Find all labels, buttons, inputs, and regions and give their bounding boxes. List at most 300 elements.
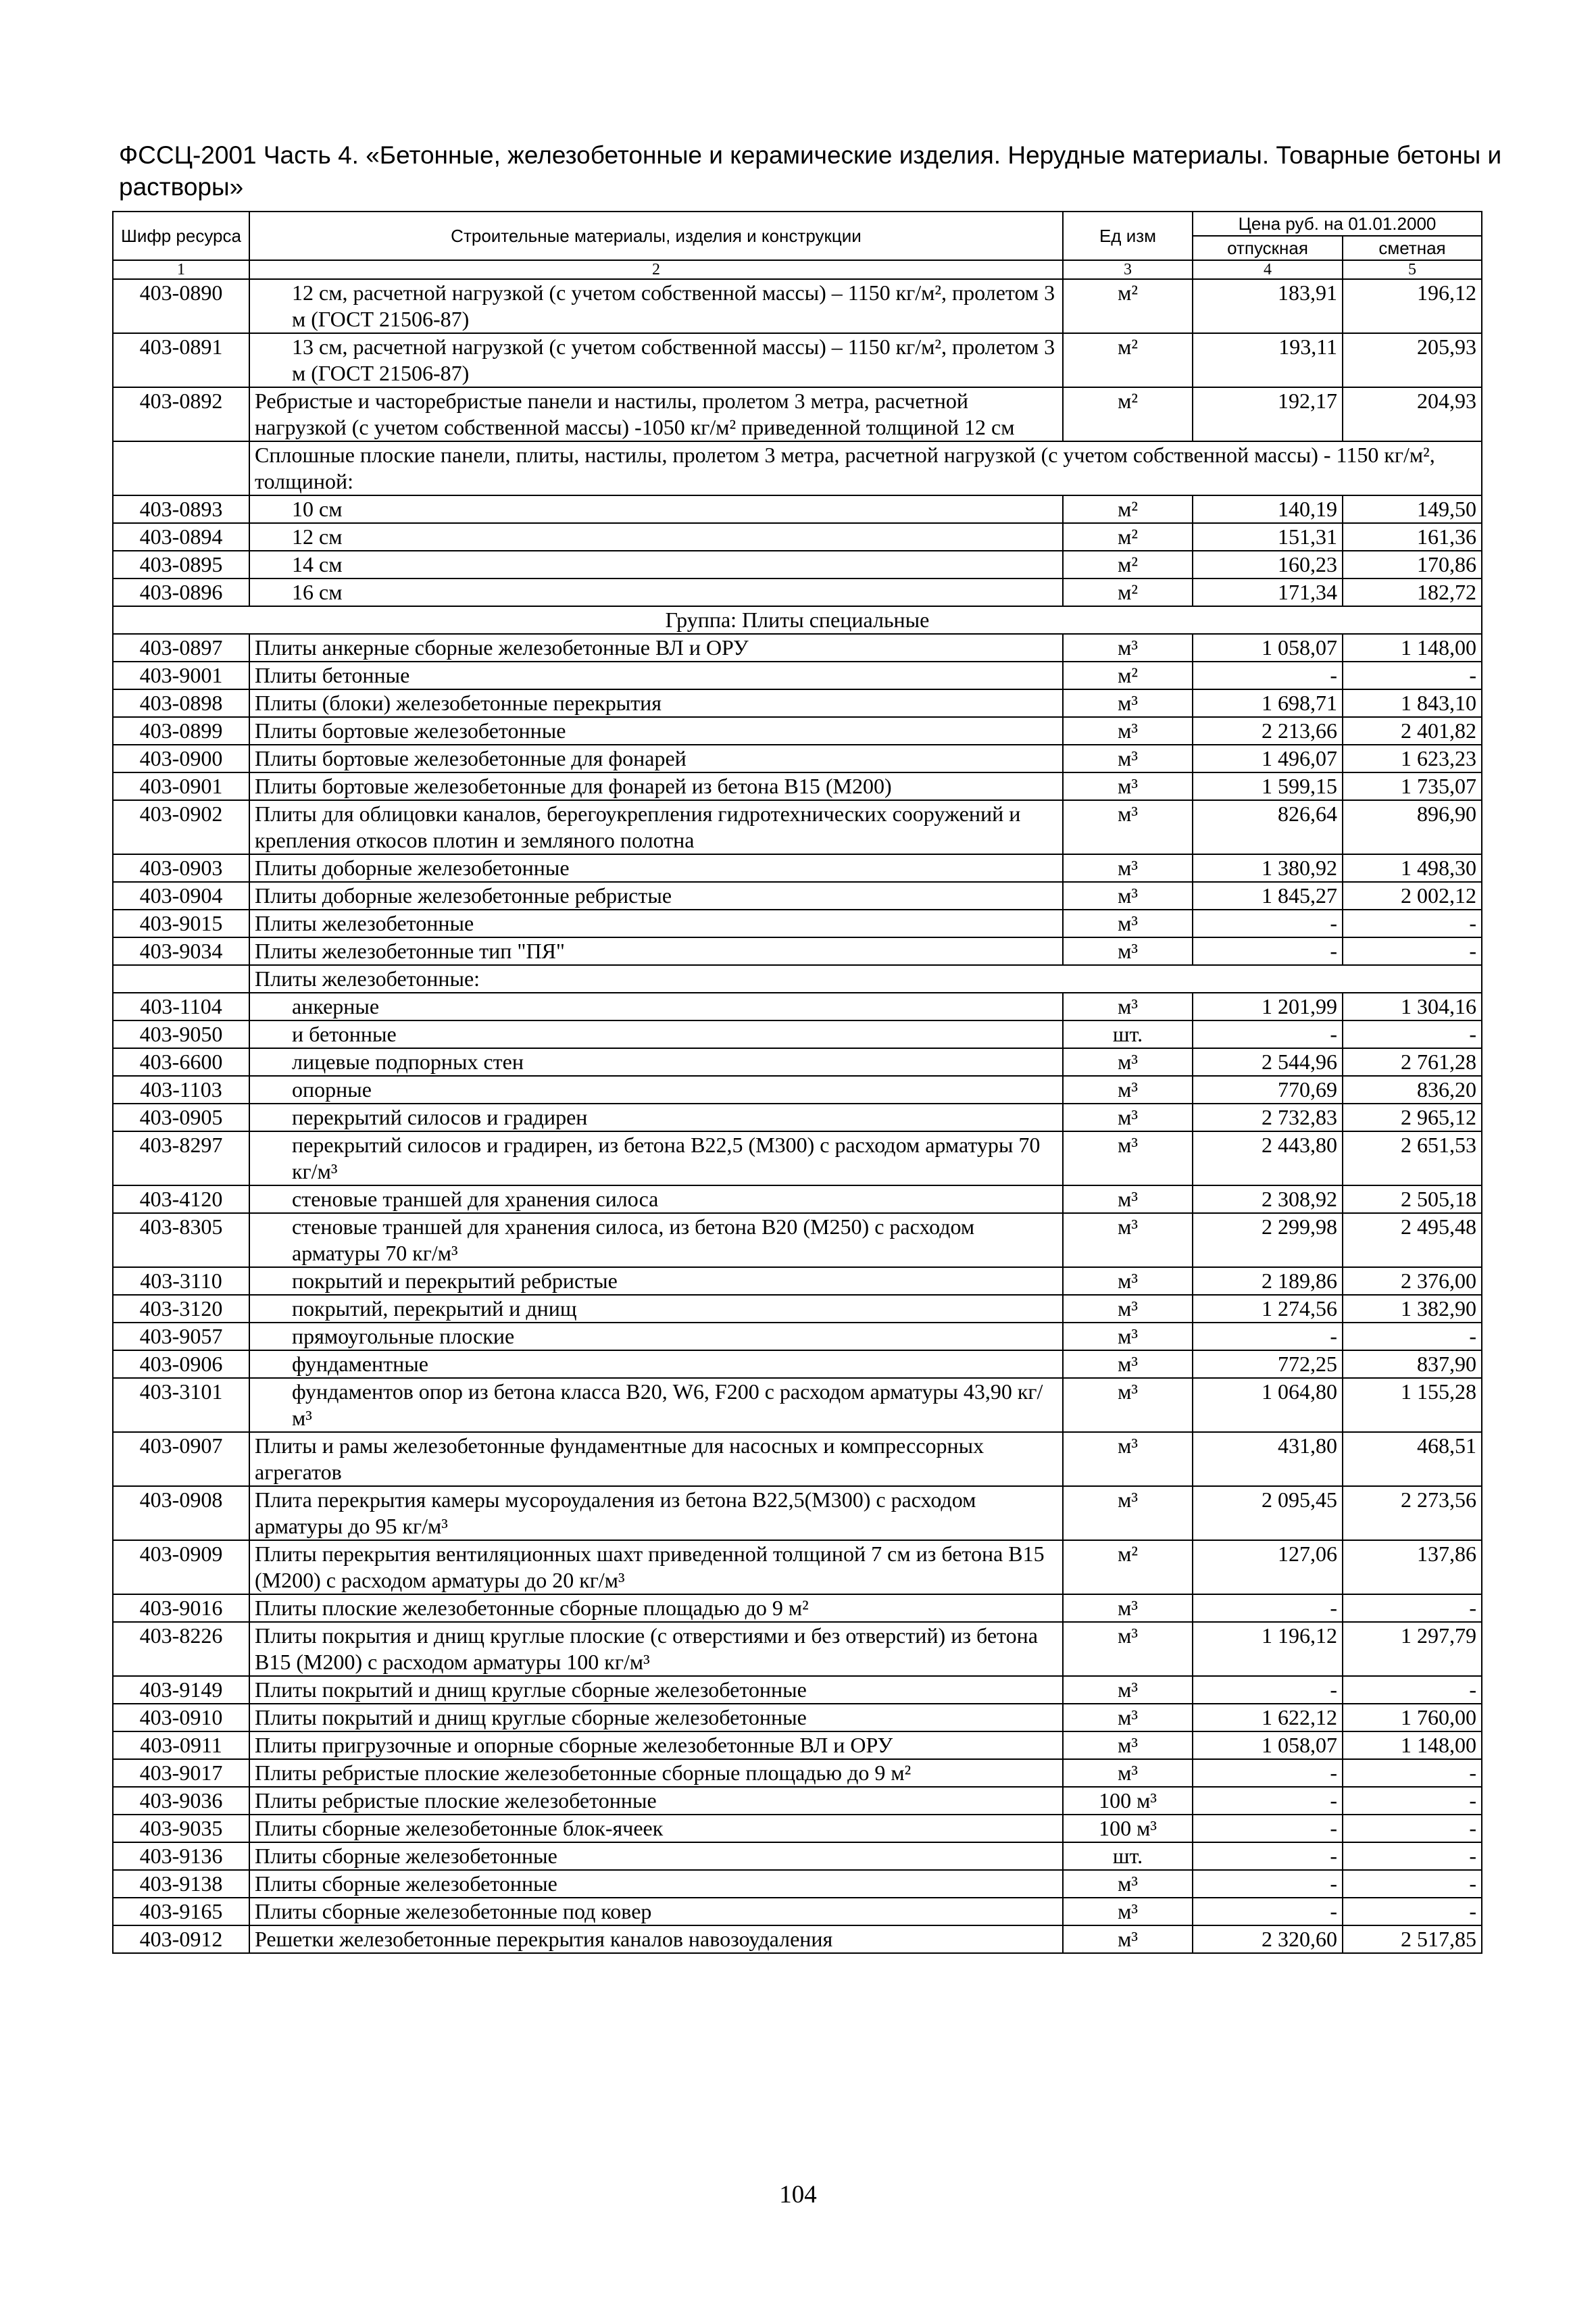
table-row [113,606,1482,634]
wholesale-price: 2 320,60 [1193,1925,1343,1953]
estimate-price: 182,72 [1343,578,1482,606]
wholesale-price: - [1193,1759,1343,1787]
unit: м³ [1063,1731,1193,1759]
unit: м³ [1063,1594,1193,1622]
resource-code: 403-9149 [113,1676,249,1704]
table-row [113,1787,1482,1815]
unit: м² [1063,387,1193,441]
unit: м³ [1063,1048,1193,1076]
estimate-price: 1 148,00 [1343,634,1482,662]
table-row [113,1676,1482,1704]
resource-name: и бетонные [249,1020,1063,1048]
resource-code: 403-9015 [113,910,249,937]
table-row [113,993,1482,1020]
column-number: 1 [113,260,249,279]
resource-code: 403-0901 [113,772,249,800]
estimate-price: - [1343,1842,1482,1870]
resource-name: Плиты перекрытия вентиляционных шахт приведенной толщиной 7 см из бетона В15 (М200) с расходом арматуры до 20 кг/м³ [249,1540,1063,1594]
wholesale-price: 193,11 [1193,333,1343,387]
resource-code: 403-0900 [113,745,249,772]
table-row [113,1076,1482,1104]
resource-code: 403-0909 [113,1540,249,1594]
unit: м³ [1063,1676,1193,1704]
estimate-price: 170,86 [1343,551,1482,578]
resource-name: перекрытий силосов и градирен [249,1104,1063,1131]
wholesale-price: - [1193,1323,1343,1350]
resource-code: 403-0907 [113,1432,249,1486]
estimate-price: 204,93 [1343,387,1482,441]
resource-code: 403-0890 [113,279,249,333]
estimate-price: - [1343,1815,1482,1842]
resource-name: Плиты бортовые железобетонные для фонарей из бетона В15 (М200) [249,772,1063,800]
estimate-price: 1 297,79 [1343,1622,1482,1676]
table-row [113,1704,1482,1731]
wholesale-price: - [1193,1020,1343,1048]
wholesale-price: - [1193,1870,1343,1898]
resource-name: Плиты пригрузочные и опорные сборные железобетонные ВЛ и ОРУ [249,1731,1063,1759]
resource-name: Ребристые и часторебристые панели и настилы, пролетом 3 метра, расчетной нагрузкой (с учетом собственной массы) -1050 кг/м² приведенной толщиной 12 см [249,387,1063,441]
unit: м² [1063,523,1193,551]
estimate-price: 1 760,00 [1343,1704,1482,1731]
resource-name: покрытий, перекрытий и днищ [249,1295,1063,1323]
estimate-price: 1 623,23 [1343,745,1482,772]
page-title: ФССЦ-2001 Часть 4. «Бетонные, железобетонные и керамические изделия. Нерудные материалы. Товарные бетоны и растворы» [119,141,1502,201]
resource-code [113,441,249,495]
estimate-price: - [1343,1870,1482,1898]
estimate-price: - [1343,662,1482,689]
resource-name: Плиты бортовые железобетонные для фонарей [249,745,1063,772]
unit: 100 м³ [1063,1787,1193,1815]
resource-name: 10 см [249,495,1063,523]
unit: м³ [1063,1925,1193,1953]
table-row [113,910,1482,937]
table-row [113,1020,1482,1048]
wholesale-price: 2 213,66 [1193,717,1343,745]
table-row [113,1759,1482,1787]
resource-code: 403-0895 [113,551,249,578]
resource-name: Плиты для облицовки каналов, берегоукрепления гидротехнических сооружений и крепления откосов плотин и земляного полотна [249,800,1063,854]
unit: м³ [1063,634,1193,662]
unit: м² [1063,279,1193,333]
table-row [113,1323,1482,1350]
wholesale-price: - [1193,1594,1343,1622]
estimate-price: 1 735,07 [1343,772,1482,800]
unit: м³ [1063,689,1193,717]
resource-name: Плиты ребристые плоские железобетонные сборные площадью до 9 м² [249,1759,1063,1787]
unit: м³ [1063,1104,1193,1131]
unit: м³ [1063,1486,1193,1540]
resource-name: Плиты сборные железобетонные [249,1870,1063,1898]
unit: 100 м³ [1063,1815,1193,1842]
resource-name: Плиты железобетонные [249,910,1063,937]
estimate-price: 137,86 [1343,1540,1482,1594]
wholesale-price: 1 064,80 [1193,1378,1343,1432]
resource-name: Плиты доборные железобетонные [249,854,1063,882]
wholesale-price: 1 380,92 [1193,854,1343,882]
resource-name: перекрытий силосов и градирен, из бетона В22,5 (М300) с расходом арматуры 70 кг/м³ [249,1131,1063,1185]
header-price: Цена руб. на 01.01.2000 [1193,212,1482,236]
estimate-price: 468,51 [1343,1432,1482,1486]
wholesale-price: 1 622,12 [1193,1704,1343,1731]
resource-name: опорные [249,1076,1063,1104]
column-numbers-row [113,260,1482,279]
resource-name: Плиты покрытия и днищ круглые плоские (с отверстиями и без отверстий) из бетона В15 (М200) с расходом арматуры 100 кг/м³ [249,1622,1063,1676]
table-row [113,965,1482,993]
resource-name: Решетки железобетонные перекрытия каналов навозоудаления [249,1925,1063,1953]
resource-name: 12 см, расчетной нагрузкой (с учетом собственной массы) – 1150 кг/м², пролетом 3 м (ГОСТ 21506-87) [249,279,1063,333]
table-row [113,662,1482,689]
resource-code: 403-9136 [113,1842,249,1870]
resource-name: Плиты сборные железобетонные блок-ячеек [249,1815,1063,1842]
estimate-price: 2 651,53 [1343,1131,1482,1185]
estimate-price: - [1343,1759,1482,1787]
estimate-price: 196,12 [1343,279,1482,333]
resource-code: 403-9034 [113,937,249,965]
estimate-price: 2 401,82 [1343,717,1482,745]
wholesale-price: - [1193,1676,1343,1704]
estimate-price: - [1343,1323,1482,1350]
table-row [113,1815,1482,1842]
table-row [113,495,1482,523]
resource-code: 403-0893 [113,495,249,523]
resource-code: 403-1103 [113,1076,249,1104]
wholesale-price: 192,17 [1193,387,1343,441]
wholesale-price: 1 201,99 [1193,993,1343,1020]
unit: м³ [1063,1378,1193,1432]
estimate-price: - [1343,910,1482,937]
resource-name: Плиты железобетонные тип "ПЯ" [249,937,1063,965]
resource-code: 403-9057 [113,1323,249,1350]
resource-code: 403-9001 [113,662,249,689]
table-row [113,1870,1482,1898]
unit: м³ [1063,937,1193,965]
resource-code: 403-4120 [113,1185,249,1213]
table-row [113,937,1482,965]
table-row [113,523,1482,551]
resource-code: 403-0911 [113,1731,249,1759]
resource-code: 403-8297 [113,1131,249,1185]
wholesale-price: 2 299,98 [1193,1213,1343,1267]
unit: шт. [1063,1842,1193,1870]
unit: м³ [1063,1432,1193,1486]
estimate-price: 837,90 [1343,1350,1482,1378]
resource-code: 403-3120 [113,1295,249,1323]
resource-code: 403-0906 [113,1350,249,1378]
resource-name: 13 см, расчетной нагрузкой (с учетом собственной массы) – 1150 кг/м², пролетом 3 м (ГОСТ 21506-87) [249,333,1063,387]
header-name: Строительные материалы, изделия и конструкции [249,212,1063,260]
unit: м³ [1063,1704,1193,1731]
table-row [113,1131,1482,1185]
unit: м³ [1063,882,1193,910]
estimate-price: 2 505,18 [1343,1185,1482,1213]
table-row [113,1185,1482,1213]
resource-name: Плиты доборные железобетонные ребристые [249,882,1063,910]
wholesale-price: 1 058,07 [1193,1731,1343,1759]
table-row [113,1048,1482,1076]
header-wholesale: отпускная [1193,236,1343,260]
unit: м³ [1063,772,1193,800]
table-row [113,1295,1482,1323]
unit: м³ [1063,910,1193,937]
table-row [113,1925,1482,1953]
unit: м³ [1063,854,1193,882]
column-number: 2 [249,260,1063,279]
resource-code: 403-0908 [113,1486,249,1540]
wholesale-price: 1 496,07 [1193,745,1343,772]
resource-code: 403-0910 [113,1704,249,1731]
table-row [113,1213,1482,1267]
resource-name: Плиты сборные железобетонные под ковер [249,1898,1063,1925]
wholesale-price: - [1193,1842,1343,1870]
estimate-price: 1 148,00 [1343,1731,1482,1759]
table-row [113,279,1482,333]
wholesale-price: 826,64 [1193,800,1343,854]
estimate-price: 2 517,85 [1343,1925,1482,1953]
table-row [113,1267,1482,1295]
wholesale-price: 1 274,56 [1193,1295,1343,1323]
column-number: 3 [1063,260,1193,279]
estimate-price: 896,90 [1343,800,1482,854]
table-row [113,800,1482,854]
unit: шт. [1063,1020,1193,1048]
resource-name: фундаментные [249,1350,1063,1378]
resource-code [113,965,249,993]
unit: м² [1063,495,1193,523]
resource-code: 403-0899 [113,717,249,745]
wholesale-price: 140,19 [1193,495,1343,523]
resource-name: Плиты сборные железобетонные [249,1842,1063,1870]
estimate-price: 2 761,28 [1343,1048,1482,1076]
unit: м³ [1063,745,1193,772]
unit: м³ [1063,1295,1193,1323]
estimate-price: - [1343,1898,1482,1925]
column-number: 4 [1193,260,1343,279]
table-row [113,1432,1482,1486]
estimate-price: 1 498,30 [1343,854,1482,882]
resource-code: 403-0905 [113,1104,249,1131]
table-row [113,551,1482,578]
estimate-price: - [1343,1676,1482,1704]
unit: м² [1063,333,1193,387]
resource-name: лицевые подпорных стен [249,1048,1063,1076]
unit: м³ [1063,993,1193,1020]
resource-code: 403-0896 [113,578,249,606]
estimate-price: 1 382,90 [1343,1295,1482,1323]
wholesale-price: 2 732,83 [1193,1104,1343,1131]
wholesale-price: 2 189,86 [1193,1267,1343,1295]
unit: м³ [1063,1213,1193,1267]
table-row [113,1731,1482,1759]
wholesale-price: 1 599,15 [1193,772,1343,800]
table-row [113,1104,1482,1131]
wholesale-price: 2 308,92 [1193,1185,1343,1213]
table-row [113,854,1482,882]
table-row [113,634,1482,662]
estimate-price: 2 495,48 [1343,1213,1482,1267]
estimate-price: - [1343,1020,1482,1048]
resource-name: Плиты анкерные сборные железобетонные ВЛ и ОРУ [249,634,1063,662]
unit: м³ [1063,1350,1193,1378]
price-table [112,211,1482,1954]
wholesale-price: 2 544,96 [1193,1048,1343,1076]
unit: м³ [1063,1131,1193,1185]
resource-name: Плита перекрытия камеры мусороудаления из бетона В22,5(М300) с расходом арматуры до 95 кг/м³ [249,1486,1063,1540]
section-heading: Сплошные плоские панели, плиты, настилы, пролетом 3 метра, расчетной нагрузкой (с учетом собственной массы) - 1150 кг/м², толщиной: [249,441,1482,495]
table-row [113,333,1482,387]
resource-code: 403-9165 [113,1898,249,1925]
resource-code: 403-0902 [113,800,249,854]
resource-name: Плиты плоские железобетонные сборные площадью до 9 м² [249,1594,1063,1622]
header-unit: Ед изм [1063,212,1193,260]
header-estimate: сметная [1343,236,1482,260]
resource-code: 403-8305 [113,1213,249,1267]
estimate-price: - [1343,1787,1482,1815]
wholesale-price: 1 845,27 [1193,882,1343,910]
resource-name: Плиты (блоки) железобетонные перекрытия [249,689,1063,717]
table-row [113,1350,1482,1378]
resource-code: 403-6600 [113,1048,249,1076]
wholesale-price: - [1193,910,1343,937]
wholesale-price: 160,23 [1193,551,1343,578]
resource-name: стеновые траншей для хранения силоса, из бетона В20 (М250) с расходом арматуры 70 кг/м³ [249,1213,1063,1267]
resource-name: 16 см [249,578,1063,606]
table-row [113,1486,1482,1540]
wholesale-price: 1 698,71 [1193,689,1343,717]
table-header-row [113,212,1482,236]
group-heading: Группа: Плиты специальные [113,606,1482,634]
wholesale-price: 431,80 [1193,1432,1343,1486]
wholesale-price: 171,34 [1193,578,1343,606]
wholesale-price: 772,25 [1193,1350,1343,1378]
unit: м³ [1063,800,1193,854]
estimate-price: 1 843,10 [1343,689,1482,717]
resource-code: 403-3101 [113,1378,249,1432]
estimate-price: 205,93 [1343,333,1482,387]
estimate-price: 2 965,12 [1343,1104,1482,1131]
resource-name: стеновые траншей для хранения силоса [249,1185,1063,1213]
column-number: 5 [1343,260,1482,279]
resource-code: 403-0898 [113,689,249,717]
wholesale-price: 1 196,12 [1193,1622,1343,1676]
resource-code: 403-0903 [113,854,249,882]
estimate-price: 2 273,56 [1343,1486,1482,1540]
table-row [113,1898,1482,1925]
unit: м³ [1063,1267,1193,1295]
table-row [113,689,1482,717]
resource-name: Плиты покрытий и днищ круглые сборные железобетонные [249,1704,1063,1731]
resource-name: 12 см [249,523,1063,551]
unit: м³ [1063,717,1193,745]
table-row [113,1540,1482,1594]
resource-name: Плиты покрытий и днищ круглые сборные железобетонные [249,1676,1063,1704]
resource-code: 403-0897 [113,634,249,662]
unit: м³ [1063,1622,1193,1676]
table-row [113,387,1482,441]
unit: м³ [1063,1870,1193,1898]
resource-code: 403-8226 [113,1622,249,1676]
wholesale-price: 770,69 [1193,1076,1343,1104]
wholesale-price: 1 058,07 [1193,634,1343,662]
resource-name: покрытий и перекрытий ребристые [249,1267,1063,1295]
unit: м² [1063,578,1193,606]
table-row [113,882,1482,910]
resource-code: 403-9035 [113,1815,249,1842]
wholesale-price: 2 095,45 [1193,1486,1343,1540]
resource-name: анкерные [249,993,1063,1020]
section-heading: Плиты железобетонные: [249,965,1482,993]
unit: м² [1063,551,1193,578]
estimate-price: 2 002,12 [1343,882,1482,910]
wholesale-price: - [1193,1815,1343,1842]
resource-code: 403-0892 [113,387,249,441]
unit: м² [1063,1540,1193,1594]
table-row [113,441,1482,495]
estimate-price: - [1343,1594,1482,1622]
unit: м³ [1063,1185,1193,1213]
resource-code: 403-3110 [113,1267,249,1295]
estimate-price: 1 304,16 [1343,993,1482,1020]
resource-code: 403-0912 [113,1925,249,1953]
wholesale-price: - [1193,937,1343,965]
resource-code: 403-1104 [113,993,249,1020]
resource-name: фундаментов опор из бетона класса В20, W6, F200 с расходом арматуры 43,90 кг/м³ [249,1378,1063,1432]
wholesale-price: 2 443,80 [1193,1131,1343,1185]
header-code: Шифр ресурса [113,212,249,260]
wholesale-price: 127,06 [1193,1540,1343,1594]
resource-name: Плиты бетонные [249,662,1063,689]
table-row [113,1594,1482,1622]
unit: м² [1063,662,1193,689]
unit: м³ [1063,1759,1193,1787]
resource-name: 14 см [249,551,1063,578]
estimate-price: 161,36 [1343,523,1482,551]
estimate-price: 149,50 [1343,495,1482,523]
table-row [113,745,1482,772]
resource-code: 403-9050 [113,1020,249,1048]
wholesale-price: - [1193,662,1343,689]
resource-code: 403-0894 [113,523,249,551]
estimate-price: 2 376,00 [1343,1267,1482,1295]
table-row [113,772,1482,800]
wholesale-price: - [1193,1898,1343,1925]
wholesale-price: 151,31 [1193,523,1343,551]
table-row [113,1378,1482,1432]
table-row [113,1842,1482,1870]
wholesale-price: 183,91 [1193,279,1343,333]
unit: м³ [1063,1323,1193,1350]
estimate-price: 836,20 [1343,1076,1482,1104]
estimate-price: - [1343,937,1482,965]
wholesale-price: - [1193,1787,1343,1815]
resource-name: Плиты и рамы железобетонные фундаментные для насосных и компрессорных агрегатов [249,1432,1063,1486]
unit: м³ [1063,1898,1193,1925]
resource-name: Плиты ребристые плоские железобетонные [249,1787,1063,1815]
resource-name: прямоугольные плоские [249,1323,1063,1350]
resource-code: 403-9016 [113,1594,249,1622]
estimate-price: 1 155,28 [1343,1378,1482,1432]
resource-code: 403-9017 [113,1759,249,1787]
resource-name: Плиты бортовые железобетонные [249,717,1063,745]
resource-code: 403-9138 [113,1870,249,1898]
table-body [113,279,1482,1953]
table-row [113,578,1482,606]
table-row [113,1622,1482,1676]
resource-code: 403-0891 [113,333,249,387]
resource-code: 403-0904 [113,882,249,910]
page-number: 104 [779,2181,817,2209]
table-row [113,717,1482,745]
resource-code: 403-9036 [113,1787,249,1815]
